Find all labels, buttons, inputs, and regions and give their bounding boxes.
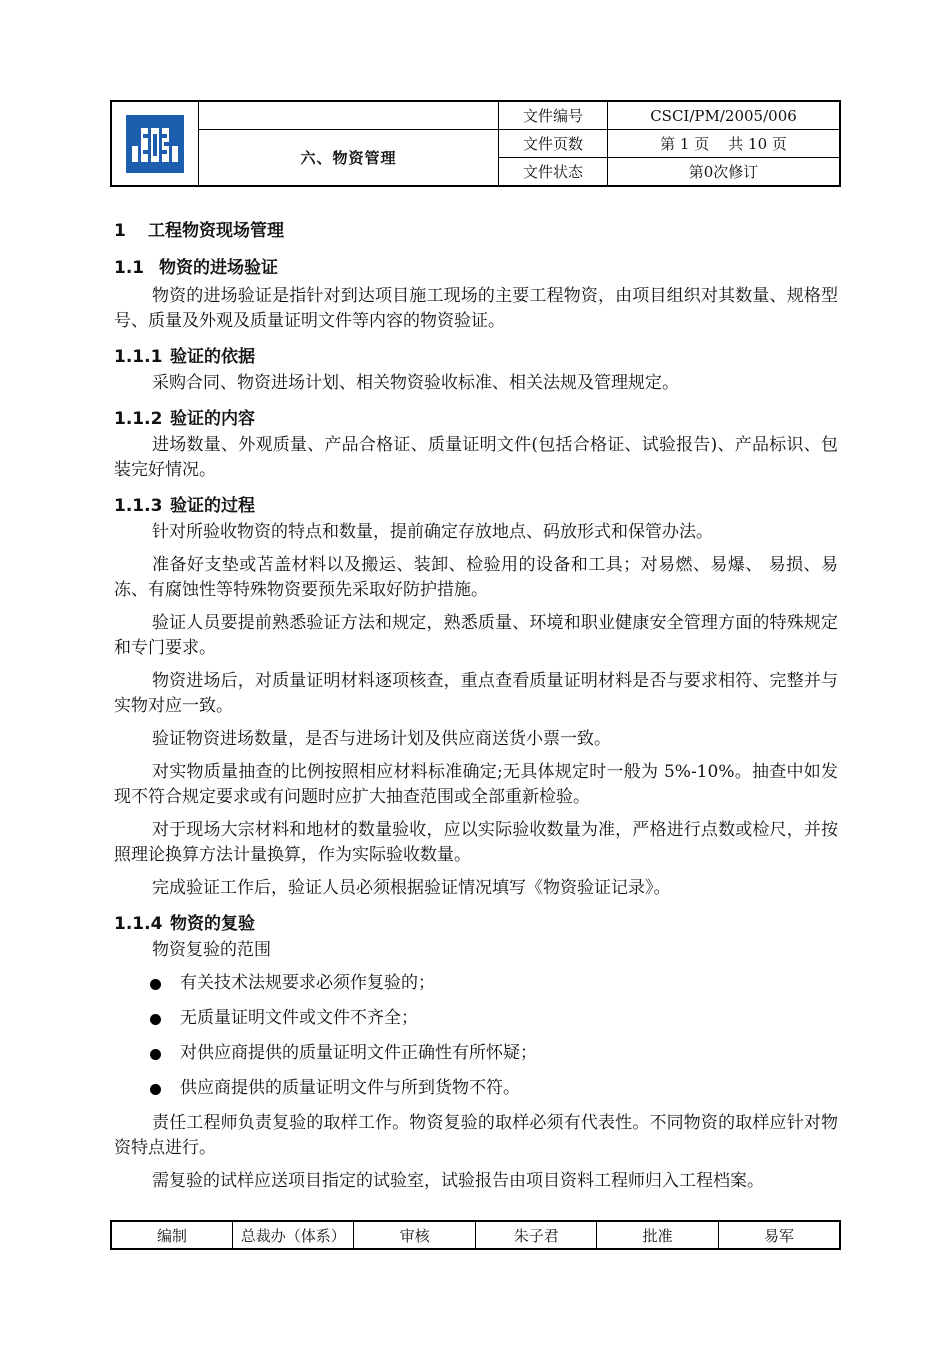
section-title: 验证的依据 [170, 347, 255, 367]
cscec-logo [126, 115, 184, 173]
section-heading-1 [114, 216, 838, 241]
section-title: 验证的过程 [170, 496, 255, 516]
section-heading-1-1-4 [114, 909, 838, 934]
prepared-by-label: 编制 [111, 1221, 232, 1249]
section-title: 验证的内容 [170, 409, 255, 429]
paragraph: 对实物质量抽查的比例按照相应材料标准确定;无具体规定时一般为 5%-10%。抽查中如发现不符合规定要求或有问题时应扩大抽查范围或全部重新检验。 [114, 762, 838, 807]
title-top-blank [199, 101, 499, 130]
list-item-text: 对供应商提供的质量证明文件正确性有所怀疑； [180, 1043, 537, 1063]
approved-by-value: 易军 [718, 1221, 840, 1249]
section-title: 工程物资现场管理 [148, 221, 284, 241]
doc-status-value: 第0次修订 [608, 158, 841, 187]
doc-status-label: 文件状态 [499, 158, 608, 187]
section-number: 1.1.1 [114, 347, 163, 367]
paragraph: 物资复验的范围 [152, 940, 271, 960]
document-title: 六、物资管理 [199, 130, 499, 187]
list-item-text: 有关技术法规要求必须作复验的； [180, 973, 435, 993]
section-title: 物资的复验 [170, 914, 255, 934]
bullet-list [114, 971, 838, 1101]
bullet-dot-icon [150, 1014, 161, 1025]
paragraph: 准备好支垫或苫盖材料以及搬运、装卸、检验用的设备和工具；对易燃、易爆、 易损、易冻、有腐蚀性等特殊物资要预先采取好防护措施。 [114, 555, 838, 600]
section-heading-1-1-3 [114, 491, 838, 516]
doc-pages-label: 文件页数 [499, 130, 608, 158]
paragraph: 验证物资进场数量，是否与进场计划及供应商送货小票一致。 [152, 729, 611, 749]
approval-footer-table [110, 1220, 841, 1250]
approved-by-label: 批准 [597, 1221, 718, 1249]
doc-pages-value: 第 1 页 共 10 页 [608, 130, 841, 158]
prepared-by-value: 总裁办（体系） [232, 1221, 353, 1249]
reviewed-by-label: 审核 [354, 1221, 475, 1249]
section-number: 1.1.4 [114, 914, 163, 934]
doc-number-label: 文件编号 [499, 101, 608, 130]
list-item [114, 971, 838, 996]
paragraph: 进场数量、外观质量、产品合格证、质量证明文件(包括合格证、试验报告)、产品标识、包装完好情况。 [114, 435, 838, 480]
paragraph: 针对所验收物资的特点和数量，提前确定存放地点、码放形式和保管办法。 [152, 522, 713, 542]
reviewed-by-value: 朱子君 [475, 1221, 596, 1249]
bullet-dot-icon [150, 1084, 161, 1095]
paragraph: 对于现场大宗材料和地材的数量验收，应以实际验收数量为准，严格进行点数或检尺，并按照理论换算方法计量换算，作为实际验收数量。 [114, 820, 838, 865]
section-number: 1 [114, 221, 126, 241]
paragraph: 采购合同、物资进场计划、相关物资验收标准、相关法规及管理规定。 [152, 373, 679, 393]
document-body [114, 212, 838, 1202]
list-item-text: 供应商提供的质量证明文件与所到货物不符。 [180, 1078, 520, 1098]
paragraph: 验证人员要提前熟悉验证方法和规定，熟悉质量、环境和职业健康安全管理方面的特殊规定和专门要求。 [114, 613, 838, 658]
logo-cell [111, 101, 199, 186]
section-title: 物资的进场验证 [159, 258, 278, 278]
paragraph: 物资进场后，对质量证明材料逐项核查，重点查看质量证明材料是否与要求相符、完整并与实物对应一致。 [114, 671, 838, 716]
list-item [114, 1006, 838, 1031]
section-heading-1-1-1 [114, 342, 838, 367]
paragraph: 需复验的试样应送项目指定的试验室，试验报告由项目资料工程师归入工程档案。 [152, 1171, 764, 1191]
list-item-text: 无质量证明文件或文件不齐全； [180, 1008, 418, 1028]
section-number: 1.1.2 [114, 409, 163, 429]
paragraph: 完成验证工作后，验证人员必须根据验证情况填写《物资验证记录》。 [152, 878, 671, 898]
paragraph: 物资的进场验证是指针对到达项目施工现场的主要工程物资，由项目组织对其数量、规格型号、质量及外观及质量证明文件等内容的物资验证。 [114, 286, 838, 331]
section-heading-1-1-2 [114, 404, 838, 429]
document-header-table [110, 100, 841, 187]
cscec-logo-mark [130, 122, 180, 166]
list-item [114, 1041, 838, 1066]
bullet-dot-icon [150, 1049, 161, 1060]
list-item [114, 1076, 838, 1101]
section-number: 1.1 [114, 258, 145, 278]
bullet-dot-icon [150, 979, 161, 990]
section-number: 1.1.3 [114, 496, 163, 516]
doc-number-value: CSCI/PM/2005/006 [608, 101, 841, 130]
section-heading-1-1 [114, 253, 838, 278]
paragraph: 责任工程师负责复验的取样工作。物资复验的取样必须有代表性。不同物资的取样应针对物资特点进行。 [114, 1113, 838, 1158]
